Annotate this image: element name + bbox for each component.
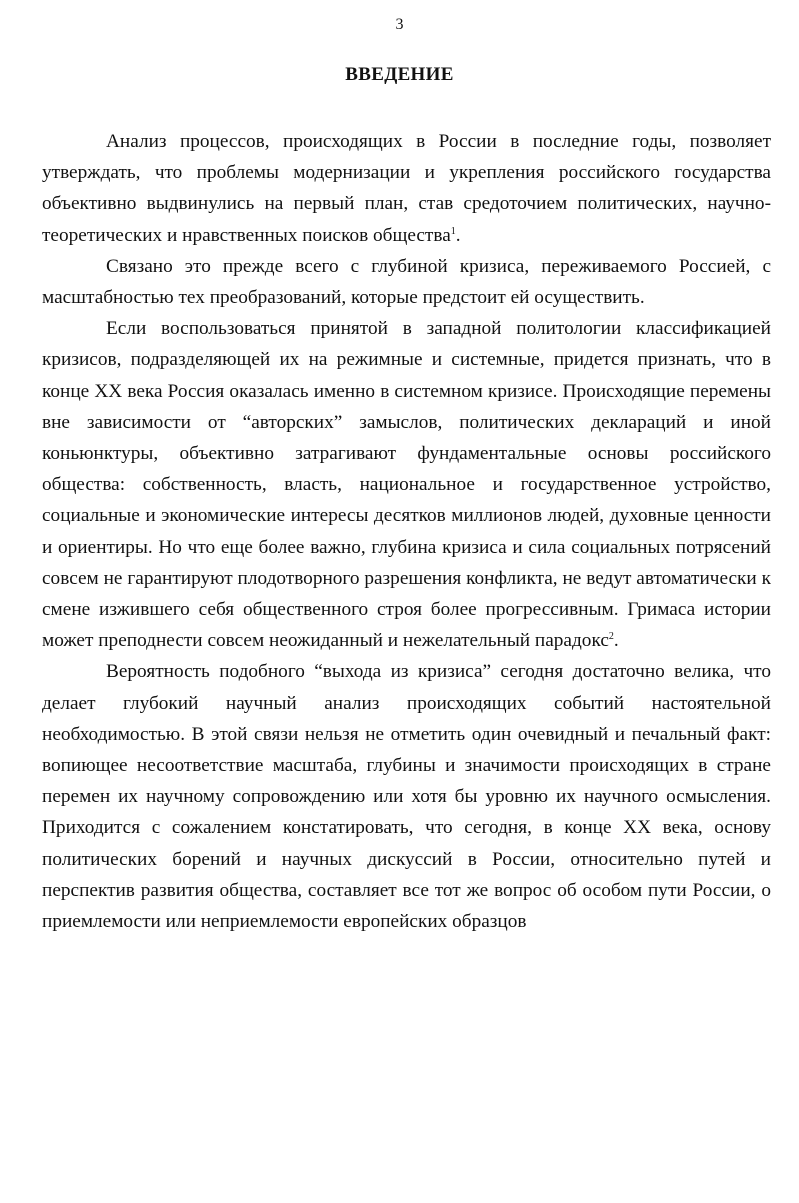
paragraph-3-end: .: [613, 630, 619, 652]
paragraph-4: [42, 656, 771, 937]
paragraph-3: [42, 313, 771, 656]
paragraph-2-text: Связано это прежде всего с глубиной кризиса, переживаемого Россией, с масштабностью тех преобразований, которые предстоит ей осуществить.: [42, 255, 771, 309]
page-title: ВВЕДЕНИЕ: [345, 64, 454, 85]
paragraph-1-end: .: [455, 224, 461, 246]
footnote-marker-2[interactable]: 2: [608, 631, 614, 643]
paragraph-2: [42, 251, 771, 313]
page-number: 3: [395, 16, 404, 33]
footnote-marker-1[interactable]: 1: [450, 225, 456, 237]
paragraph-1: [42, 126, 771, 251]
paragraph-4-text: Вероятность подобного “выхода из кризиса” сегодня достаточно велика, что делает глубокий научный анализ происходящих событий настоятельной необходимостью. В этой связи нельзя не отметить один очевидный и печальный факт: вопиющее несоответствие масштаба, глубины и значимости происходящих в стране перемен их научному сопровождению или хотя бы уровню их научного осмысления. Приходится с сожалением констатировать, что сегодня, в конце XX века, основу политических борений и научных дискуссий в России, относительно путей и перспектив развития общества, составляет все тот же вопрос об особом пути России, о приемлемости или неприемлемости европейских образцов: [42, 661, 771, 933]
paragraph-3-text: Если воспользоваться принятой в западной политологии классификацией кризисов, подразделяющей их на режимные и системные, придется признать, что в конце XX века Россия оказалась именно в системном кризисе. Происходящие перемены вне зависимости от “авторских” замыслов, политических деклараций и иной коньюнктуры, объективно затрагивают фундаментальные основы российского общества: собственность, власть, национальное и государственное устройство, социальные и экономические интересы десятков миллионов людей, духовные ценности и ориентиры. Но что еще более важно, глубина кризиса и сила социальных потрясений совсем не гарантируют плодотворного разрешения конфликта, не ведут автоматически к смене изжившего себя общественного строя более прогрессивным. Гримаса истории может преподнести совсем неожиданный и нежелательный парадокс: [42, 318, 771, 652]
body-text: [42, 126, 771, 937]
paragraph-1-text: Анализ процессов, происходящих в России в последние годы, позволяет утверждать, что проблемы модернизации и укрепления российского государства объективно выдвинулись на первый план, став средоточием политических, научно-теоретических и нравственных поисков общества: [42, 131, 771, 246]
